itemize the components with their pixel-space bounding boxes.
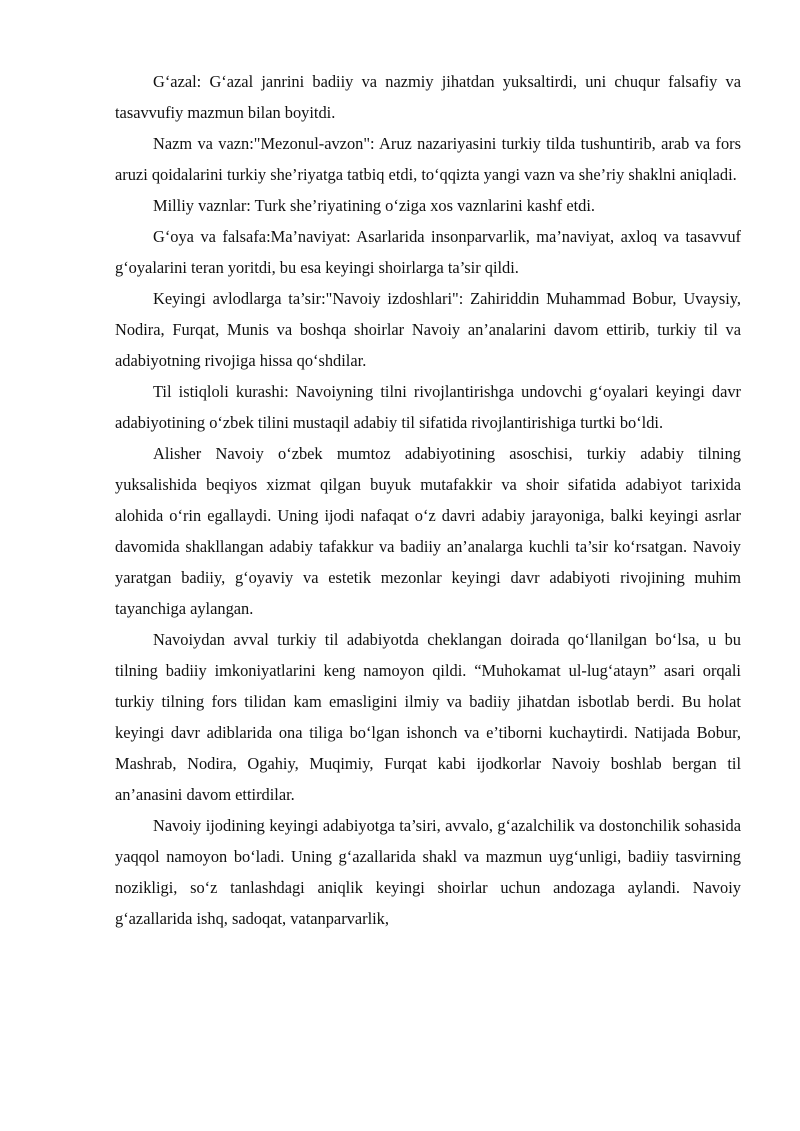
paragraph-ghazal: G‘azal: G‘azal janrini badiiy va nazmiy jihatdan yuksaltirdi, uni chuqur falsafiy va tasavvufiy mazmun bilan boyitdi. [115,72,741,122]
paragraph-milliy-vaznlar: Milliy vaznlar: Turk she’riyatining o‘ziga xos vaznlarini kashf etdi. [153,196,596,215]
paragraph-til-istiqloli: Til istiqloli kurashi: Navoiyning tilni rivojlantirishga undovchi g‘oyalari keyingi davr adabiyotining o‘zbek tilini mustaqil adabiy til sifatida rivojlantirishiga turtki bo‘ldi. [115,382,741,432]
paragraph-nazm-vazn: Nazm va vazn:"Mezonul-avzon": Aruz nazariyasini turkiy tilda tushuntirib, arab va fors aruzi qoidalarini turkiy she’riyatga tatbiq etdi, to‘qqizta yangi vazn va she’riy shaklni aniqladi. [115,134,741,184]
paragraph-navoiydan-avval: Navoiydan avval turkiy til adabiyotda cheklangan doirada qo‘llanilgan bo‘lsa, u bu tilning badiiy imkoniyatlarini keng namoyon qildi. “Muhokamat ul-lug‘atayn” asari orqali turkiy tilning fors tilidan kam emasligini ilmiy va badiiy jihatdan isbotlab berdi. Bu holat keyingi davr adiblarida ona tiliga bo‘lgan ishonch va e’tiborni kuchaytirdi. Natijada Bobur, Mashrab, Nodira, Ogahiy, Muqimiy, Furqat kabi ijodkorlar Navoiy boshlab bergan til an’anasini davom ettirdilar. [115,630,741,804]
paragraph-alisher-navoiy: Alisher Navoiy o‘zbek mumtoz adabiyotining asoschisi, turkiy adabiy tilning yuksalishida beqiyos xizmat qilgan buyuk mutafakkir va shoir sifatida adabiyot tarixida alohida o‘rin egallaydi. Uning ijodi nafaqat o‘z davri adabiy jarayoniga, balki keyingi asrlar davomida shakllangan adabiy tafakkur va badiiy an’analarga kuchli ta’sir ko‘rsatgan. Navoiy yaratgan badiiy, g‘oyaviy va estetik mezonlar keyingi davr adabiyoti rivojining muhim tayanchiga aylangan. [115,444,741,618]
document-body [115,66,741,934]
paragraph-navoiy-ijodining: Navoiy ijodining keyingi adabiyotga ta’siri, avvalo, g‘azalchilik va dostonchilik sohasida yaqqol namoyon bo‘ladi. Uning g‘azallarida shakl va mazmun uyg‘unligi, badiiy tasvirning nozikligi, so‘z tanlashdagi aniqlik keyingi shoirlar uchun andozaga aylandi. Navoiy g‘azallarida ishq, sadoqat, vatanparvarlik, [115,816,741,928]
paragraph-goya-falsafa: G‘oya va falsafa:Ma’naviyat: Asarlarida insonparvarlik, ma’naviyat, axloq va tasavvuf g‘oyalarini teran yoritdi, bu esa keyingi shoirlarga ta’sir qildi. [115,227,741,277]
paragraph-keyingi-avlodlar: Keyingi avlodlarga ta’sir:"Navoiy izdoshlari": Zahiriddin Muhammad Bobur, Uvaysiy, Nodira, Furqat, Munis va boshqa shoirlar Navoiy an’analarini davom ettirib, turkiy til va adabiyotning rivojiga hissa qo‘shdilar. [115,289,741,370]
